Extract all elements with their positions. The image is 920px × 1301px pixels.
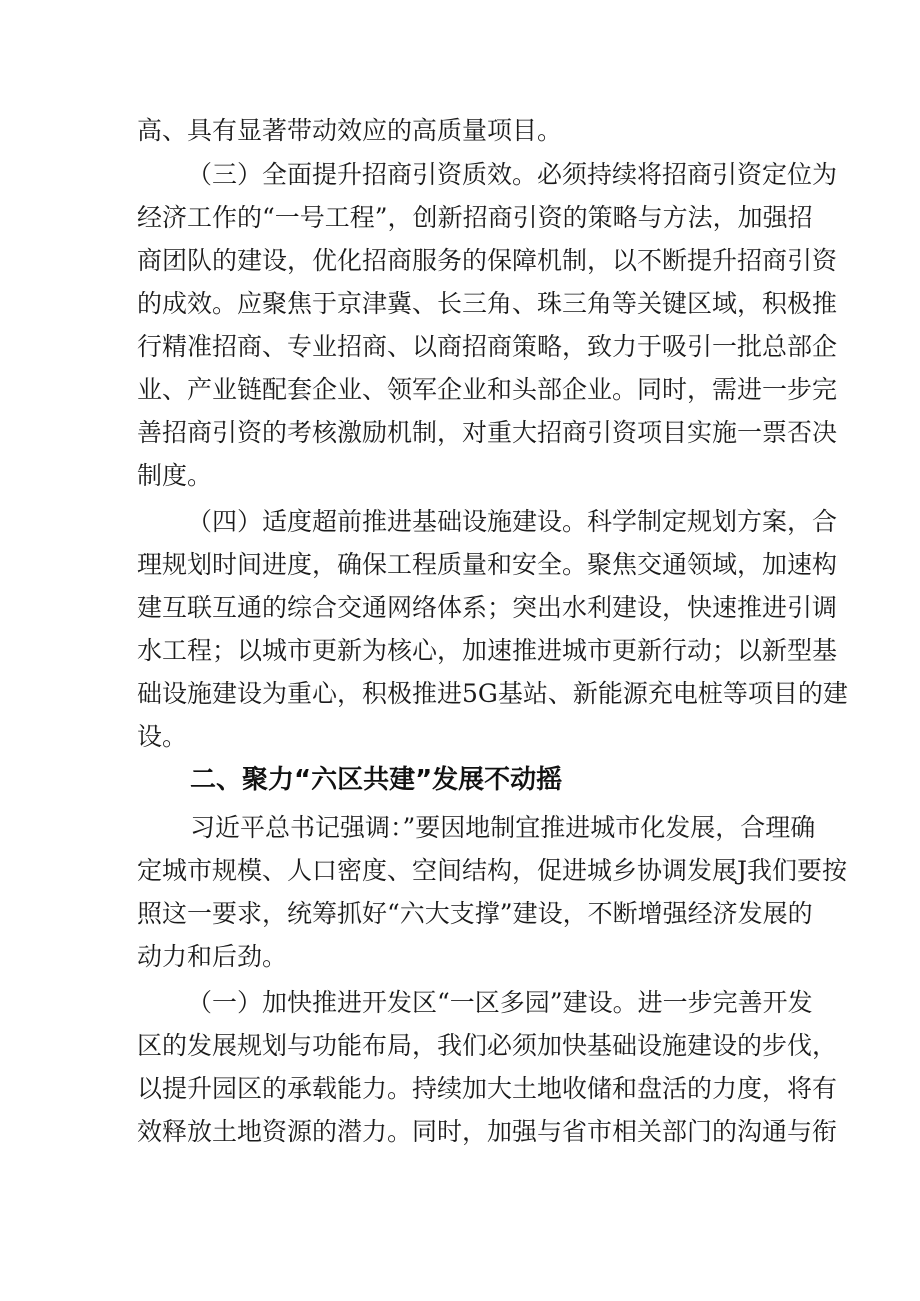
paragraph-line: 经济工作的“一号工程”，创新招商引资的策略与方法，加强招 [137, 203, 813, 232]
paragraph-line: 商团队的建设，优化招商服务的保障机制，以不断提升招商引资 [137, 246, 838, 275]
paragraph-line: 业、产业链配套企业、领军企业和头部企业。同时，需进一步完 [137, 375, 838, 404]
paragraph-line: 动力和后劲。 [137, 942, 288, 971]
section-four-heading-line: （四）适度超前推进基础设施建设。科学制定规划方案，合 [187, 507, 838, 536]
section-heading: 二、聚力“六区共建”发展不动摇 [190, 765, 563, 795]
section-three-heading-line: （三）全面提升招商引资质效。必须持续将招商引资定位为 [187, 160, 838, 189]
paragraph-line: 设。 [137, 722, 188, 751]
paragraph-line: 善招商引资的考核激励机制，对重大招商引资项目实施一票否决 [137, 418, 838, 447]
paragraph-line: 以提升园区的承载能力。持续加大土地收储和盘活的力度，将有 [137, 1074, 838, 1103]
paragraph-line: 高、具有显著带动效应的高质量项目。 [137, 116, 563, 145]
paragraph-line: 制度。 [137, 461, 213, 490]
paragraph-line: 础设施建设为重心，积极推进5G基站、新能源充电桩等项目的建 [137, 679, 848, 708]
paragraph-line: 照这一要求，统筹抓好“六大支撑”建设，不断增强经济发展的 [137, 899, 813, 928]
paragraph-line: 的成效。应聚焦于京津冀、长三角、珠三角等关键区域，积极推 [137, 289, 838, 318]
paragraph-line: 建互联互通的综合交通网络体系；突出水利建设，快速推进引调 [137, 593, 838, 622]
paragraph-line: 水工程；以城市更新为核心，加速推进城市更新行动；以新型基 [137, 636, 838, 665]
paragraph-line: 理规划时间进度，确保工程质量和安全。聚焦交通领域，加速构 [137, 550, 838, 579]
paragraph-line: 行精准招商、专业招商、以商招商策略，致力于吸引一批总部企 [137, 332, 838, 361]
paragraph-line: 区的发展规划与功能布局，我们必须加快基础设施建设的步伐， [137, 1031, 838, 1060]
paragraph-line: 效释放土地资源的潜力。同时，加强与省市相关部门的沟通与衔 [137, 1117, 838, 1146]
section-one-heading-line: （一）加快推进开发区“一区多园”建设。进一步完善开发 [187, 988, 813, 1017]
paragraph-line: 定城市规模、人口密度、空间结构，促进城乡协调发展J我们要按 [137, 856, 848, 885]
paragraph-line: 习近平总书记强调：”要因地制宜推进城市化发展，合理确 [190, 813, 816, 842]
